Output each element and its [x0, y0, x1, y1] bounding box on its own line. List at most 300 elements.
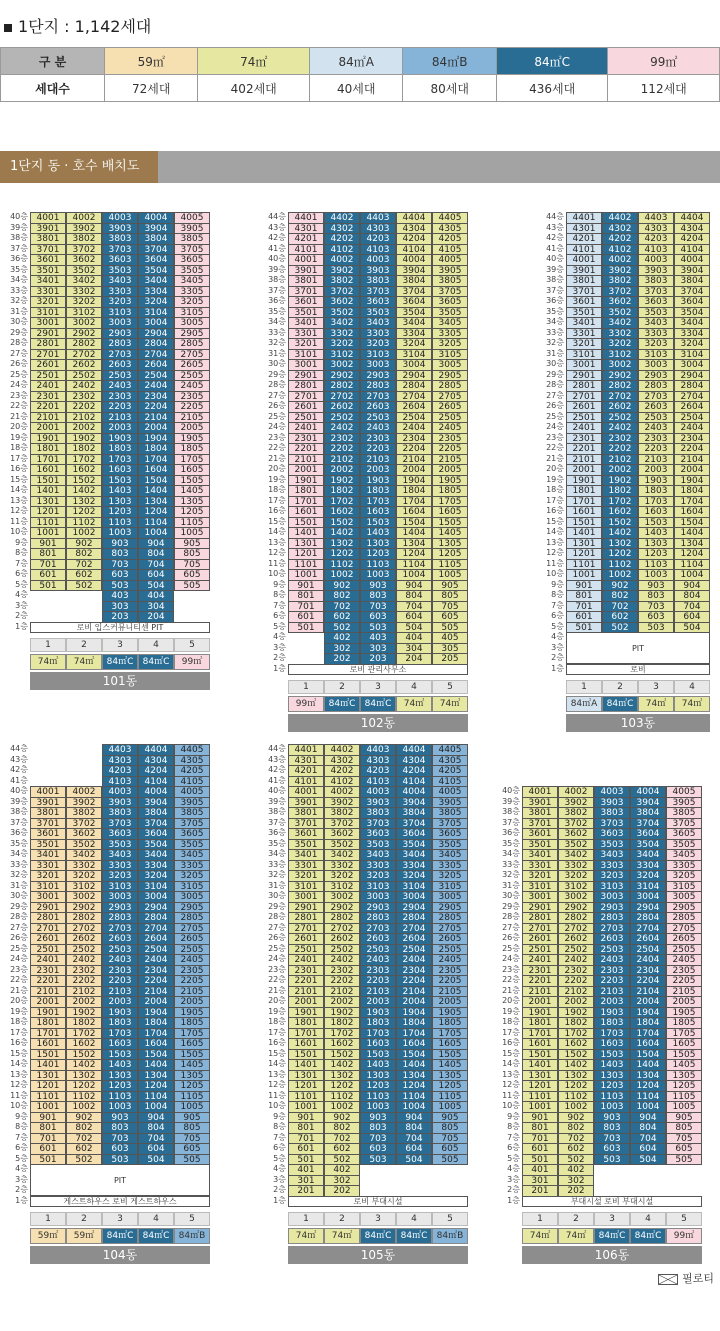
unit-cell: 1505 — [174, 475, 210, 487]
unit-cell: 1604 — [138, 1038, 174, 1050]
unit-cell: 3804 — [396, 275, 432, 287]
unit-cell: 1604 — [138, 464, 174, 476]
unit-cell: 4304 — [396, 223, 432, 235]
unit-cell: 1905 — [432, 1007, 468, 1019]
unit-cell: 202 — [324, 1185, 360, 1197]
unit-cell: 3205 — [174, 870, 210, 882]
unit-cell: 4403 — [360, 744, 396, 756]
unit-cell: 2705 — [174, 349, 210, 361]
unit-cell: 1605 — [432, 1038, 468, 1050]
unit-cell: 1202 — [558, 1080, 594, 1092]
unit-cell: 4203 — [360, 765, 396, 777]
unit-cell: 3201 — [288, 870, 324, 882]
floor-label: 1층 — [273, 663, 286, 673]
unit-cell: 3404 — [674, 317, 710, 329]
unit-cell: 3903 — [102, 797, 138, 809]
unit-cell: 1405 — [174, 1059, 210, 1071]
unit-cell: 1804 — [396, 1017, 432, 1029]
unit-cell: 2305 — [174, 391, 210, 403]
floor-label: 31층 — [10, 306, 28, 316]
unit-cell: 2302 — [324, 965, 360, 977]
floor-label: 13층 — [10, 1069, 28, 1079]
unit-cell: 2404 — [396, 954, 432, 966]
unit-cell: 1704 — [138, 1028, 174, 1040]
unit-cell: 1303 — [102, 496, 138, 508]
unit-cell: 2202 — [324, 443, 360, 455]
line-number: 2 — [66, 638, 102, 652]
unit-type-badge: 74㎡ — [674, 696, 710, 712]
unit-cell: 4303 — [360, 223, 396, 235]
unit-cell: 2004 — [674, 464, 710, 476]
unit-cell: 1501 — [30, 475, 66, 487]
unit-cell: 3202 — [66, 870, 102, 882]
unit-cell: 4402 — [324, 744, 360, 756]
unit-cell: 3901 — [288, 797, 324, 809]
unit-cell: 2802 — [66, 912, 102, 924]
unit-cell: 803 — [360, 1122, 396, 1134]
unit-cell: 1104 — [138, 517, 174, 529]
summary-table — [0, 47, 720, 102]
unit-cell: 3905 — [432, 797, 468, 809]
unit-cell: 502 — [324, 1154, 360, 1166]
unit-cell: 3704 — [138, 244, 174, 256]
floor-label: 15층 — [10, 1048, 28, 1058]
floor-label: 36층 — [502, 828, 520, 837]
unit-cell: 4202 — [602, 233, 638, 245]
floor-label: 24층 — [268, 422, 286, 431]
unit-cell: 505 — [432, 622, 468, 634]
floor-label: 34층 — [268, 849, 286, 858]
unit-cell: 1701 — [288, 1028, 324, 1040]
floor-label: 24층 — [546, 422, 564, 431]
unit-cell: 1004 — [396, 569, 432, 581]
unit-cell: 2602 — [66, 933, 102, 945]
unit-cell: 3204 — [674, 338, 710, 350]
floor-label: 37층 — [268, 817, 286, 827]
unit-cell: 703 — [638, 601, 674, 613]
floor-label: 34층 — [502, 849, 520, 858]
unit-cell: 1602 — [324, 1038, 360, 1050]
unit-cell: 3603 — [102, 254, 138, 266]
unit-cell: 4001 — [30, 786, 66, 798]
unit-cell: 902 — [66, 538, 102, 550]
unit-cell: 4003 — [638, 254, 674, 266]
unit-cell: 2005 — [666, 996, 702, 1008]
floor-label: 23층 — [10, 390, 28, 400]
unit-cell: 2201 — [522, 975, 558, 987]
unit-cell: 2203 — [360, 443, 396, 455]
floor-label: 13층 — [546, 537, 564, 547]
floor-label: 39층 — [546, 264, 564, 274]
floor-label: 4층 — [273, 632, 286, 641]
unit-cell: 4201 — [288, 233, 324, 245]
unit-cell: 3003 — [638, 359, 674, 371]
unit-cell: 4204 — [674, 233, 710, 245]
floor-label: 17층 — [10, 453, 28, 463]
unit-cell: 2202 — [558, 975, 594, 987]
unit-cell: 4403 — [360, 212, 396, 224]
unit-cell: 3002 — [324, 891, 360, 903]
unit-cell: 2902 — [324, 370, 360, 382]
unit-cell: 505 — [174, 580, 210, 592]
unit-cell: 3705 — [432, 818, 468, 830]
unit-cell: 1701 — [566, 496, 602, 508]
unit-cell: 1204 — [674, 548, 710, 560]
unit-cell: 2601 — [288, 401, 324, 413]
unit-cell: 205 — [432, 653, 468, 665]
unit-cell: 1505 — [666, 1049, 702, 1061]
unit-cell: 3002 — [66, 891, 102, 903]
unit-cell: 1603 — [360, 506, 396, 518]
unit-cell: 1201 — [30, 506, 66, 518]
unit-cell: 2702 — [324, 923, 360, 935]
unit-cell: 902 — [324, 1112, 360, 1124]
unit-cell: 3801 — [30, 807, 66, 819]
floor-label: 26층 — [10, 933, 28, 942]
unit-cell: 2201 — [30, 401, 66, 413]
unit-type-badge: 84㎡B — [174, 1228, 210, 1244]
unit-cell: 3504 — [674, 307, 710, 319]
unit-cell: 2103 — [102, 412, 138, 424]
unit-cell: 3405 — [174, 849, 210, 861]
floor-label: 33층 — [10, 285, 28, 295]
unit-cell: 1404 — [396, 1059, 432, 1071]
unit-cell: 2702 — [558, 923, 594, 935]
line-number: 2 — [66, 1212, 102, 1226]
floor-label: 41층 — [268, 243, 286, 253]
unit-cell: 1301 — [288, 538, 324, 550]
unit-cell: 1204 — [396, 548, 432, 560]
unit-cell: 3102 — [66, 881, 102, 893]
unit-cell: 704 — [138, 1133, 174, 1145]
floor-label: 17층 — [268, 1027, 286, 1037]
unit-cell: 3903 — [638, 265, 674, 277]
unit-cell: 1702 — [66, 454, 102, 466]
unit-cell: 2601 — [30, 359, 66, 371]
unit-type-badge: 74㎡ — [638, 696, 674, 712]
unit-cell: 3404 — [138, 849, 174, 861]
unit-cell: 3105 — [174, 881, 210, 893]
unit-cell: 2402 — [324, 422, 360, 434]
unit-cell: 1401 — [288, 527, 324, 539]
unit-cell: 1601 — [30, 464, 66, 476]
unit-cell: 603 — [360, 1143, 396, 1155]
unit-cell: 705 — [432, 1133, 468, 1145]
unit-cell: 604 — [138, 569, 174, 581]
unit-cell: 4003 — [360, 786, 396, 798]
unit-cell: 1802 — [66, 443, 102, 455]
unit-cell: 4204 — [396, 765, 432, 777]
pit-area: PIT — [30, 1164, 210, 1196]
floor-label: 38층 — [268, 807, 286, 816]
floor-label: 30층 — [10, 317, 28, 326]
floor-label: 24층 — [268, 954, 286, 963]
unit-cell: 505 — [174, 1154, 210, 1166]
floor-label: 40층 — [268, 254, 286, 263]
unit-cell: 2501 — [30, 944, 66, 956]
unit-cell: 2205 — [432, 443, 468, 455]
unit-cell: 3001 — [30, 891, 66, 903]
unit-cell: 1205 — [174, 506, 210, 518]
unit-cell: 1002 — [66, 527, 102, 539]
unit-cell: 3505 — [666, 839, 702, 851]
floor-label: 27층 — [10, 348, 28, 358]
floor-label: 10층 — [10, 1101, 28, 1110]
unit-cell: 2905 — [432, 370, 468, 382]
unit-cell: 2305 — [174, 965, 210, 977]
floor-label: 29층 — [268, 369, 286, 379]
unit-cell: 4202 — [324, 233, 360, 245]
unit-cell: 1302 — [602, 538, 638, 550]
line-number: 5 — [174, 1212, 210, 1226]
floor-label: 33층 — [10, 859, 28, 869]
floor-label: 41층 — [268, 775, 286, 785]
unit-cell: 2101 — [566, 454, 602, 466]
unit-cell: 4101 — [566, 244, 602, 256]
unit-cell: 802 — [558, 1122, 594, 1134]
unit-cell: 3904 — [630, 797, 666, 809]
unit-cell: 3302 — [66, 860, 102, 872]
unit-cell: 2502 — [66, 370, 102, 382]
unit-cell: 1602 — [558, 1038, 594, 1050]
unit-cell: 4002 — [66, 786, 102, 798]
unit-cell: 2901 — [288, 902, 324, 914]
floor-label: 3층 — [507, 1174, 520, 1184]
unit-cell: 1104 — [138, 1091, 174, 1103]
unit-cell: 2603 — [360, 401, 396, 413]
unit-cell: 3402 — [602, 317, 638, 329]
unit-cell: 2801 — [288, 380, 324, 392]
unit-cell: 3305 — [666, 860, 702, 872]
unit-cell: 1901 — [288, 1007, 324, 1019]
unit-cell: 2505 — [666, 944, 702, 956]
floor-label: 36층 — [546, 296, 564, 305]
floor-label: 36층 — [10, 828, 28, 837]
unit-cell: 3005 — [432, 359, 468, 371]
unit-cell: 3002 — [558, 891, 594, 903]
floor-label: 7층 — [273, 1132, 286, 1142]
unit-cell: 3903 — [594, 797, 630, 809]
unit-cell: 2705 — [432, 391, 468, 403]
unit-cell: 1503 — [360, 517, 396, 529]
unit-cell: 4001 — [288, 786, 324, 798]
unit-cell: 1103 — [594, 1091, 630, 1103]
line-number: 1 — [30, 638, 66, 652]
unit-cell: 1404 — [138, 485, 174, 497]
unit-cell: 1201 — [288, 548, 324, 560]
unit-cell: 1704 — [396, 496, 432, 508]
unit-cell: 1102 — [66, 517, 102, 529]
unit-cell: 2402 — [558, 954, 594, 966]
unit-cell: 702 — [602, 601, 638, 613]
floor-label: 7층 — [15, 558, 28, 568]
unit-type-badge: 84㎡C — [102, 654, 138, 670]
unit-cell: 2902 — [558, 902, 594, 914]
unit-cell: 603 — [594, 1143, 630, 1155]
unit-cell: 2501 — [522, 944, 558, 956]
unit-cell: 2104 — [138, 412, 174, 424]
unit-cell: 3604 — [138, 828, 174, 840]
floor-label: 30층 — [268, 891, 286, 900]
unit-cell: 1602 — [66, 464, 102, 476]
unit-type-badge: 84㎡C — [594, 1228, 630, 1244]
unit-cell: 2903 — [102, 328, 138, 340]
unit-cell: 2304 — [674, 433, 710, 445]
floor-label: 15층 — [502, 1048, 520, 1058]
floor-label: 22층 — [268, 443, 286, 452]
floor-label: 33층 — [502, 859, 520, 869]
unit-cell: 2702 — [66, 349, 102, 361]
unit-cell: 2805 — [174, 912, 210, 924]
line-number: 3 — [638, 680, 674, 694]
unit-cell: 1304 — [396, 538, 432, 550]
unit-type-badge: 59㎡ — [66, 1228, 102, 1244]
unit-cell: 3903 — [102, 223, 138, 235]
unit-cell: 3901 — [288, 265, 324, 277]
floor-label: 40층 — [546, 254, 564, 263]
unit-cell: 3702 — [558, 818, 594, 830]
unit-cell: 2201 — [30, 975, 66, 987]
unit-cell: 1001 — [30, 527, 66, 539]
unit-cell: 1302 — [66, 1070, 102, 1082]
floor-label: 3층 — [273, 642, 286, 652]
unit-cell: 3904 — [674, 265, 710, 277]
unit-cell: 2803 — [102, 912, 138, 924]
unit-cell: 2401 — [288, 954, 324, 966]
unit-cell: 2102 — [66, 986, 102, 998]
unit-cell: 2902 — [66, 902, 102, 914]
unit-cell: 1003 — [360, 569, 396, 581]
unit-cell: 2205 — [174, 401, 210, 413]
unit-cell: 2004 — [630, 996, 666, 1008]
unit-cell: 1001 — [566, 569, 602, 581]
floor-label: 32층 — [502, 870, 520, 879]
unit-cell: 3701 — [288, 818, 324, 830]
unit-cell: 3804 — [674, 275, 710, 287]
unit-cell: 2305 — [432, 965, 468, 977]
unit-cell: 902 — [602, 580, 638, 592]
unit-cell: 4403 — [102, 744, 138, 756]
floor-label: 16층 — [10, 464, 28, 473]
unit-cell: 702 — [66, 559, 102, 571]
unit-cell: 3501 — [288, 839, 324, 851]
unit-cell: 601 — [522, 1143, 558, 1155]
floor-label: 15층 — [268, 516, 286, 526]
unit-cell: 1005 — [174, 527, 210, 539]
unit-cell: 3903 — [360, 797, 396, 809]
floor-label: 10층 — [268, 1101, 286, 1110]
unit-cell: 2504 — [630, 944, 666, 956]
unit-cell: 3602 — [324, 296, 360, 308]
floor-label: 16층 — [268, 1038, 286, 1047]
unit-cell: 3704 — [138, 818, 174, 830]
unit-cell: 4404 — [674, 212, 710, 224]
unit-cell: 2003 — [360, 464, 396, 476]
floor-label: 30층 — [10, 891, 28, 900]
unit-cell: 1702 — [66, 1028, 102, 1040]
unit-cell: 3602 — [66, 254, 102, 266]
unit-cell: 2801 — [566, 380, 602, 392]
unit-cell: 1203 — [638, 548, 674, 560]
unit-cell: 1504 — [396, 1049, 432, 1061]
unit-cell: 1502 — [66, 1049, 102, 1061]
unit-cell: 1503 — [102, 475, 138, 487]
unit-cell: 1902 — [602, 475, 638, 487]
unit-cell: 3304 — [138, 286, 174, 298]
floor-label: 8층 — [507, 1122, 520, 1131]
unit-cell: 603 — [360, 611, 396, 623]
unit-cell: 1302 — [66, 496, 102, 508]
unit-cell: 3201 — [30, 296, 66, 308]
unit-cell: 1001 — [288, 569, 324, 581]
unit-cell: 501 — [566, 622, 602, 634]
unit-cell: 504 — [396, 1154, 432, 1166]
unit-cell: 3303 — [360, 328, 396, 340]
unit-cell: 4101 — [288, 244, 324, 256]
unit-cell: 3703 — [102, 244, 138, 256]
unit-cell: 802 — [324, 590, 360, 602]
unit-cell: 3904 — [138, 223, 174, 235]
unit-cell: 2502 — [324, 412, 360, 424]
unit-cell: 3201 — [522, 870, 558, 882]
unit-cell: 1304 — [396, 1070, 432, 1082]
unit-cell: 502 — [66, 580, 102, 592]
unit-cell: 2404 — [138, 954, 174, 966]
unit-cell: 3302 — [558, 860, 594, 872]
unit-cell: 1401 — [566, 527, 602, 539]
unit-cell: 3502 — [324, 839, 360, 851]
floor-label: 5층 — [507, 1153, 520, 1163]
line-number: 5 — [666, 1212, 702, 1226]
unit-cell: 3605 — [432, 296, 468, 308]
unit-cell: 4101 — [288, 776, 324, 788]
unit-cell: 3305 — [432, 328, 468, 340]
floor-label: 18층 — [10, 1017, 28, 1026]
unit-cell: 2803 — [360, 912, 396, 924]
unit-cell: 2502 — [66, 944, 102, 956]
unit-cell: 2803 — [638, 380, 674, 392]
floor-label: 24층 — [10, 954, 28, 963]
unit-cell: 3403 — [102, 849, 138, 861]
unit-cell: 1704 — [674, 496, 710, 508]
unit-cell: 1505 — [174, 1049, 210, 1061]
unit-cell: 1904 — [396, 1007, 432, 1019]
floor-label: 3층 — [15, 1174, 28, 1184]
unit-cell: 1104 — [396, 1091, 432, 1103]
unit-cell: 2102 — [324, 454, 360, 466]
unit-cell: 3802 — [66, 807, 102, 819]
unit-cell: 3401 — [288, 317, 324, 329]
unit-cell: 2303 — [102, 391, 138, 403]
unit-cell: 2504 — [396, 412, 432, 424]
unit-cell: 3405 — [666, 849, 702, 861]
unit-cell: 3405 — [432, 849, 468, 861]
unit-cell: 4301 — [288, 755, 324, 767]
unit-cell: 3601 — [30, 828, 66, 840]
unit-cell: 3804 — [630, 807, 666, 819]
unit-cell: 4203 — [360, 233, 396, 245]
line-number: 3 — [102, 638, 138, 652]
unit-cell: 3102 — [324, 349, 360, 361]
unit-cell: 1901 — [30, 1007, 66, 1019]
floor-label: 32층 — [10, 870, 28, 879]
unit-cell: 305 — [432, 643, 468, 655]
unit-cell: 3403 — [102, 275, 138, 287]
floor-label: 21층 — [268, 453, 286, 463]
unit-cell: 3204 — [138, 870, 174, 882]
unit-cell: 502 — [602, 622, 638, 634]
unit-cell: 1205 — [666, 1080, 702, 1092]
